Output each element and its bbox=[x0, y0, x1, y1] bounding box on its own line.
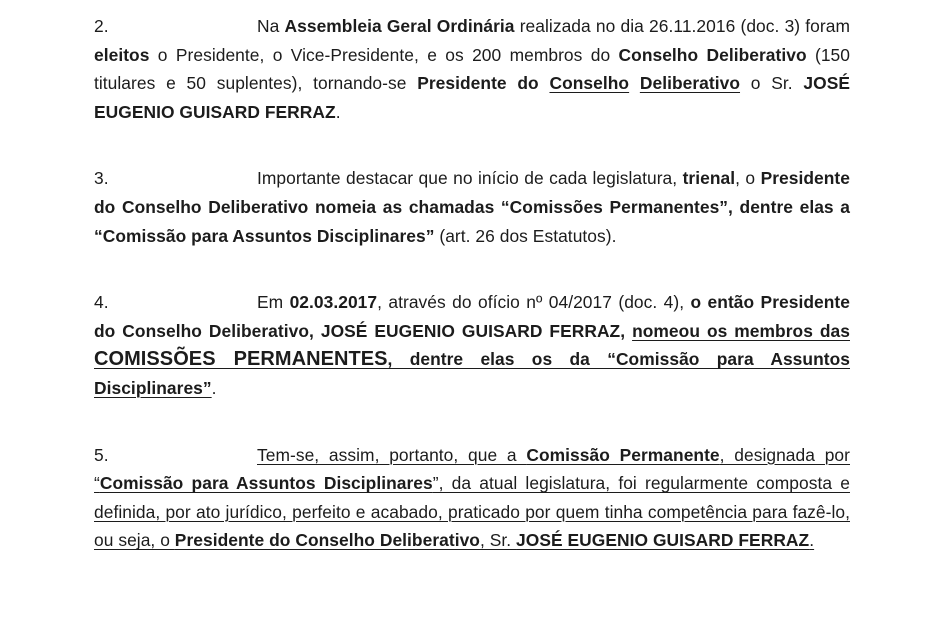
text: (art. 26 dos Estatutos). bbox=[434, 225, 617, 246]
text: ”, da atual legislatura, foi regularmente composta e definida, por ato jurídico, perfeito e acabado, praticado por quem tinha competência para fazê-lo, ou seja, o bbox=[94, 473, 850, 551]
paragraph-4 bbox=[94, 288, 850, 402]
paragraph-number: 3. bbox=[94, 168, 109, 189]
paragraph-5 bbox=[94, 441, 850, 555]
bold-text: trienal bbox=[682, 168, 736, 189]
paragraph-3 bbox=[94, 164, 850, 250]
paragraph-2 bbox=[94, 12, 850, 126]
text: . bbox=[211, 377, 217, 398]
bold-text: Conselho Deliberativo bbox=[618, 44, 807, 65]
underlined-bold-text: Deliberativo bbox=[639, 73, 741, 94]
text: Importante destacar que no início de cada legislatura, bbox=[257, 168, 683, 189]
underlined-bold-large-text: COMISSÕES PERMANENTES bbox=[94, 348, 388, 371]
bold-text: eleitos bbox=[94, 44, 150, 65]
underlined-bold-text: nomeou os membros das bbox=[632, 320, 850, 341]
text: Na bbox=[257, 16, 285, 36]
bold-text: Comissão Permanente bbox=[526, 444, 720, 465]
text: Em bbox=[257, 292, 290, 313]
text: , designada por “ bbox=[94, 444, 850, 494]
text: Tem-se, assim, portanto, que a bbox=[257, 444, 527, 465]
text: , através do ofício nº 04/2017 (doc. 4), bbox=[377, 292, 691, 313]
bold-text: JOSÉ EUGENIO GUISARD FERRAZ bbox=[94, 73, 850, 122]
bold-text: o então Presidente do Conselho Deliberativo, JOSÉ EUGENIO GUISARD FERRAZ, bbox=[94, 292, 850, 341]
text: o Sr. bbox=[740, 73, 804, 94]
text: , o bbox=[735, 168, 761, 189]
text: o Presidente, o Vice-Presidente, e os 200 membros do bbox=[149, 44, 619, 65]
text: . bbox=[335, 101, 341, 122]
bold-text: Assembleia Geral Ordinária bbox=[284, 16, 515, 36]
bold-text: Presidente do bbox=[417, 73, 539, 94]
bold-text: Presidente do Conselho Deliberativo nomeia as chamadas “Comissões Permanentes”, dentre elas a “Comissão para Assuntos Disciplinares” bbox=[94, 168, 850, 246]
underlined-bold-text: , dentre elas os da “Comissão para Assuntos Disciplinares” bbox=[94, 349, 850, 398]
text: , Sr. bbox=[479, 530, 517, 551]
bold-text: Comissão para Assuntos Disciplinares bbox=[99, 473, 433, 494]
paragraph-number: 5. bbox=[94, 444, 109, 465]
text: realizada no dia 26.11.2016 (doc. 3) foram bbox=[514, 16, 851, 36]
paragraph-number: 4. bbox=[94, 292, 109, 313]
paragraph-number: 2. bbox=[94, 16, 109, 36]
bold-text: 02.03.2017 bbox=[289, 292, 378, 313]
bold-text: Presidente do Conselho Deliberativo bbox=[174, 530, 480, 551]
text: . bbox=[809, 530, 815, 551]
text: (150 titulares e 50 suplentes), tornando-se bbox=[94, 44, 851, 94]
bold-text: JOSÉ EUGENIO GUISARD FERRAZ bbox=[516, 530, 810, 551]
underlined-bold-text: Conselho bbox=[549, 73, 630, 94]
